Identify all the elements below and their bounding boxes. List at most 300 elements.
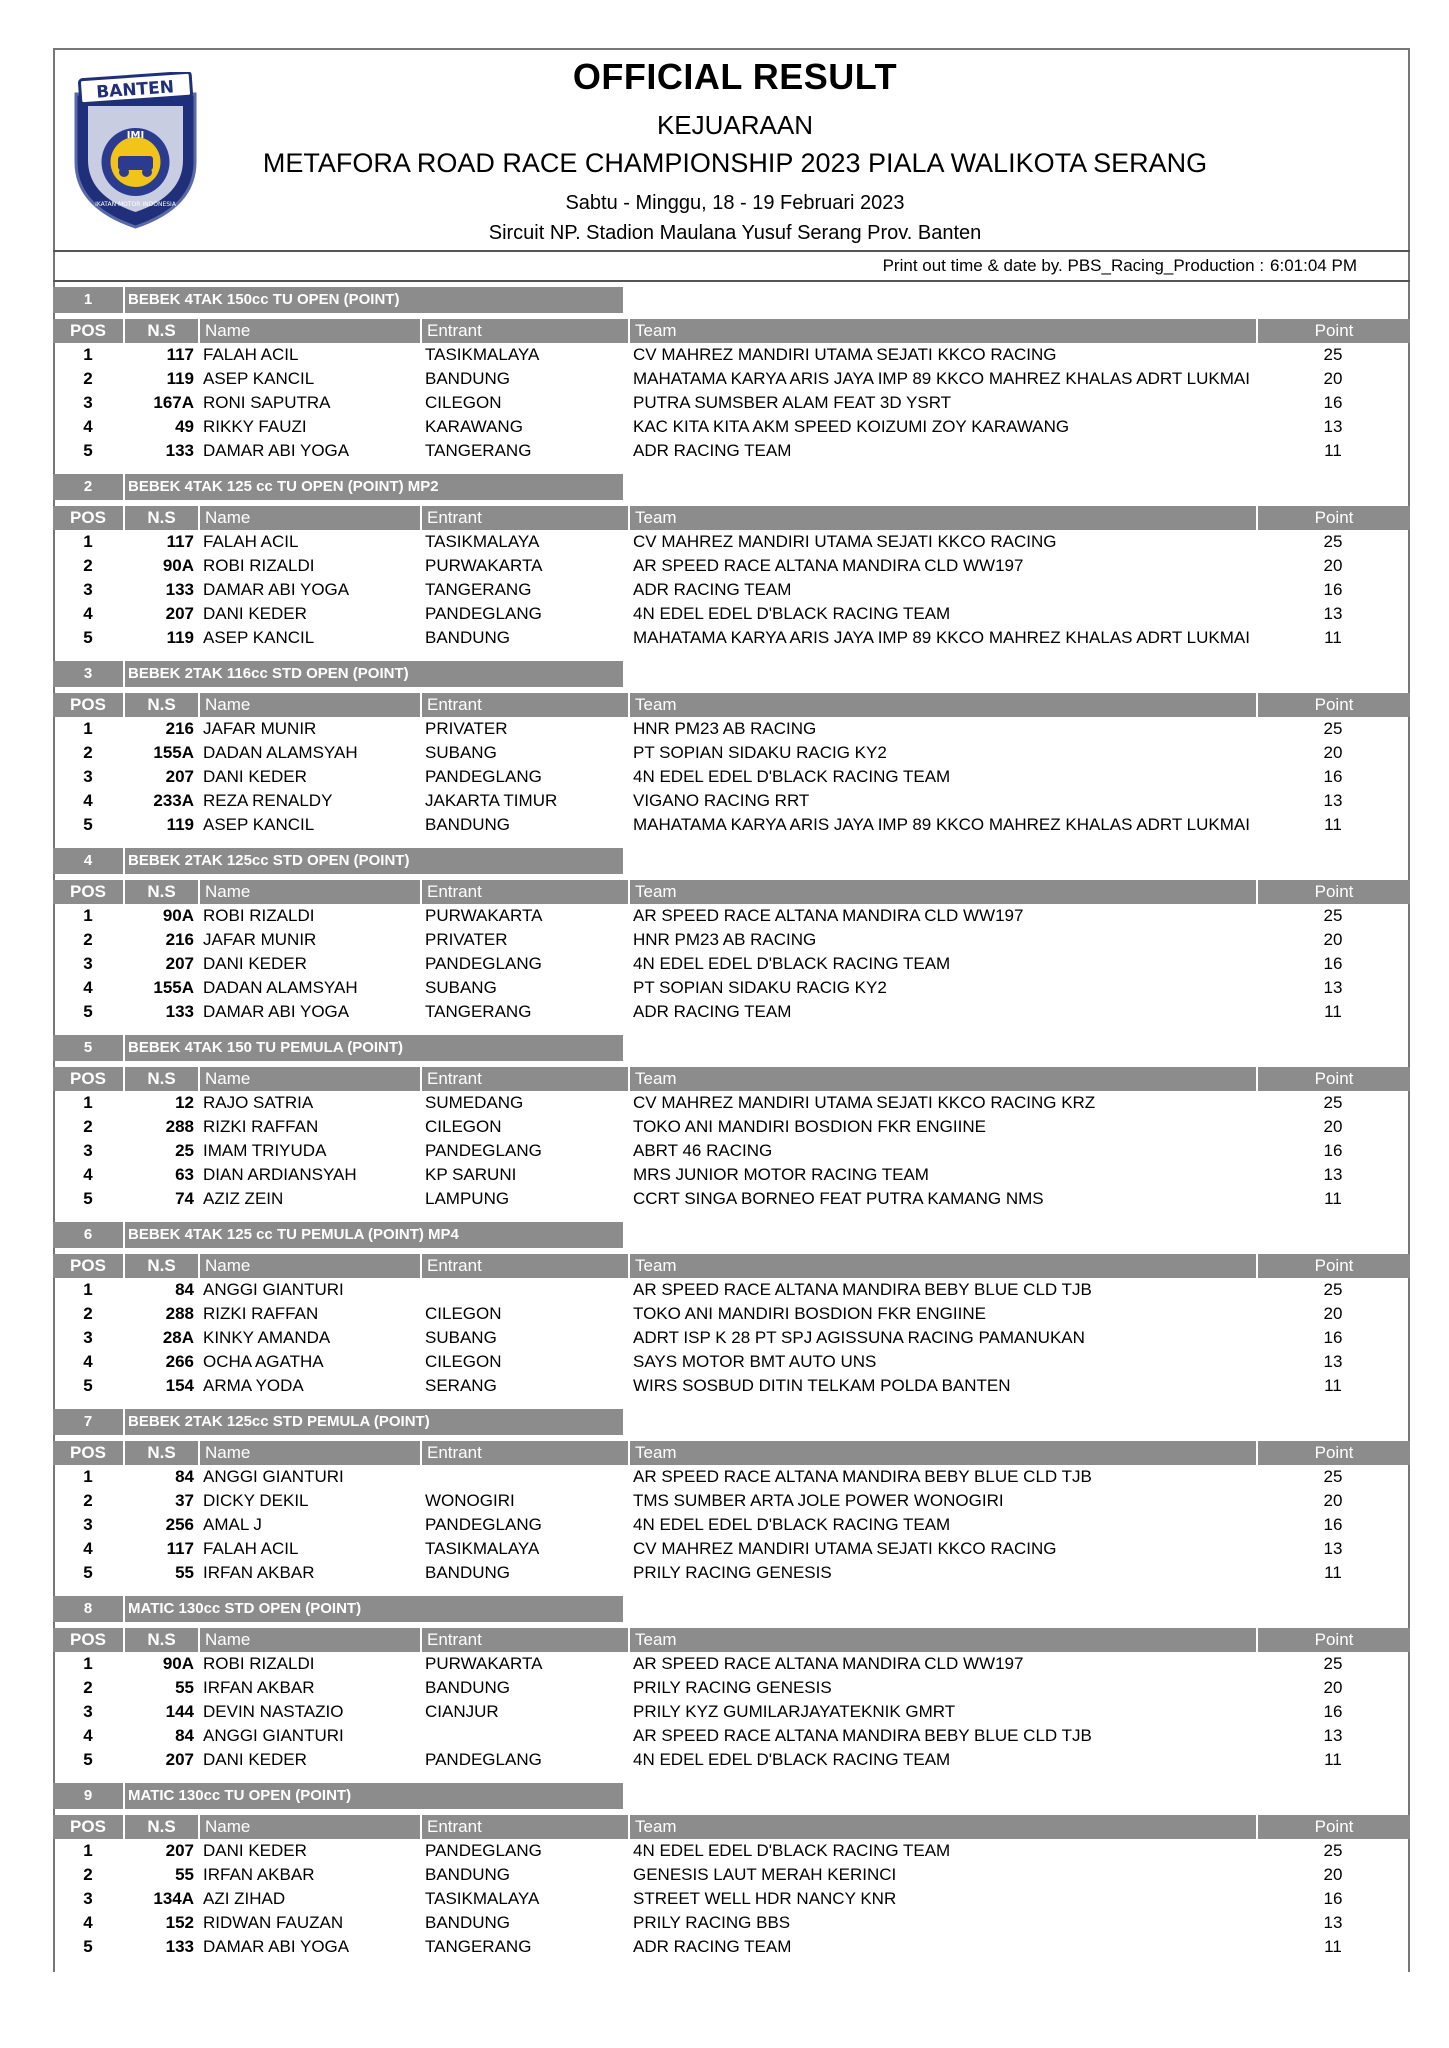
table-row	[53, 904, 1410, 928]
col-team: Team	[628, 693, 1256, 717]
table-row	[53, 813, 1410, 837]
pos-cell: 3	[83, 954, 93, 973]
pos-cell: 3	[83, 1702, 93, 1721]
pos-cell: 4	[83, 1165, 93, 1184]
entrant-cell: BANDUNG	[425, 1678, 511, 1697]
team-cell: MRS JUNIOR MOTOR RACING TEAM	[633, 1165, 929, 1184]
col-point: Point	[1256, 693, 1410, 717]
ns-cell: 49	[175, 417, 194, 436]
col-entrant: Entrant	[420, 1254, 628, 1278]
category-number: 8	[53, 1596, 125, 1622]
col-entrant: Entrant	[420, 1067, 628, 1091]
col-ns: N.S	[123, 1815, 198, 1839]
table-row	[53, 1139, 1410, 1163]
table-header	[53, 880, 1410, 904]
print-time: 6:01:04 PM	[1270, 256, 1357, 275]
col-pos: POS	[70, 1069, 106, 1088]
category-name: BEBEK 4TAK 150cc TU OPEN (POINT)	[125, 287, 623, 313]
team-cell: 4N EDEL EDEL D'BLACK RACING TEAM	[633, 1841, 951, 1860]
team-cell: CV MAHREZ MANDIRI UTAMA SEJATI KKCO RACING	[633, 532, 1057, 551]
entrant-cell: PURWAKARTA	[425, 556, 543, 575]
ns-cell: 63	[175, 1165, 194, 1184]
pos-cell: 4	[83, 1352, 93, 1371]
col-ns: N.S	[123, 506, 198, 530]
name-cell: RIDWAN FAUZAN	[203, 1913, 344, 1932]
pos-cell: 5	[83, 1563, 93, 1582]
table-row	[53, 554, 1410, 578]
point-cell: 16	[1323, 393, 1343, 412]
table-row	[53, 1374, 1410, 1398]
pos-cell: 2	[83, 1304, 93, 1323]
point-cell: 25	[1323, 1093, 1343, 1112]
category-section	[53, 1783, 1410, 1970]
table-row	[53, 578, 1410, 602]
point-cell: 11	[1324, 1376, 1342, 1395]
name-cell: AZI ZIHAD	[203, 1889, 286, 1908]
point-cell: 13	[1323, 791, 1343, 810]
pos-cell: 2	[83, 743, 93, 762]
category-name: MATIC 130cc STD OPEN (POINT)	[125, 1596, 623, 1622]
name-cell: FALAH ACIL	[203, 345, 299, 364]
pos-cell: 5	[83, 628, 93, 647]
name-cell: ARMA YODA	[203, 1376, 304, 1395]
name-cell: ASEP KANCIL	[203, 628, 315, 647]
entrant-cell: TASIKMALAYA	[425, 1539, 540, 1558]
category-name: MATIC 130cc TU OPEN (POINT)	[125, 1783, 623, 1809]
entrant-cell: BANDUNG	[425, 628, 511, 647]
ns-cell: 266	[165, 1352, 194, 1371]
team-cell: TOKO ANI MANDIRI BOSDION FKR ENGIINE	[633, 1117, 986, 1136]
category-number: 7	[53, 1409, 125, 1435]
point-cell: 11	[1324, 1937, 1342, 1956]
name-cell: ANGGI GIANTURI	[203, 1280, 344, 1299]
table-row	[53, 343, 1410, 367]
col-pos: POS	[70, 1443, 106, 1462]
table-row	[53, 1465, 1410, 1489]
name-cell: DANI KEDER	[203, 767, 307, 786]
point-cell: 16	[1323, 1702, 1343, 1721]
col-team: Team	[628, 1254, 1256, 1278]
team-cell: PT SOPIAN SIDAKU RACIG KY2	[633, 978, 887, 997]
ns-cell: 144	[165, 1702, 194, 1721]
table-row	[53, 1350, 1410, 1374]
point-cell: 25	[1323, 1280, 1343, 1299]
category-bar	[53, 1596, 1410, 1622]
point-cell: 16	[1323, 1889, 1343, 1908]
name-cell: DIAN ARDIANSYAH	[203, 1165, 357, 1184]
table-row	[53, 1887, 1410, 1911]
table-row	[53, 717, 1410, 741]
entrant-cell	[420, 1724, 628, 1748]
entrant-cell: WONOGIRI	[425, 1491, 515, 1510]
category-section	[53, 1035, 1410, 1222]
ns-cell: 256	[165, 1515, 194, 1534]
point-cell: 20	[1323, 930, 1343, 949]
category-bar	[53, 1409, 1410, 1435]
table-row	[53, 1935, 1410, 1959]
col-name: Name	[198, 1815, 420, 1839]
table-row	[53, 1748, 1410, 1772]
col-name: Name	[198, 1441, 420, 1465]
name-cell: IRFAN AKBAR	[203, 1865, 315, 1884]
col-ns: N.S	[123, 1067, 198, 1091]
pos-cell: 4	[83, 417, 93, 436]
entrant-cell: CILEGON	[425, 1352, 502, 1371]
col-ns: N.S	[123, 880, 198, 904]
entrant-cell: PURWAKARTA	[425, 1654, 543, 1673]
category-name: BEBEK 2TAK 125cc STD PEMULA (POINT)	[125, 1409, 623, 1435]
ns-cell: 134A	[153, 1889, 194, 1908]
team-cell: STREET WELL HDR NANCY KNR	[633, 1889, 897, 1908]
entrant-cell: PRIVATER	[425, 719, 508, 738]
point-cell: 13	[1323, 417, 1343, 436]
table-header	[53, 1067, 1410, 1091]
pos-cell: 3	[83, 1141, 93, 1160]
team-cell: CV MAHREZ MANDIRI UTAMA SEJATI KKCO RACING	[633, 1539, 1057, 1558]
col-name: Name	[198, 693, 420, 717]
entrant-cell: PANDEGLANG	[425, 1141, 542, 1160]
entrant-cell: SERANG	[425, 1376, 497, 1395]
pos-cell: 4	[83, 791, 93, 810]
ns-cell: 119	[166, 815, 194, 834]
category-name: BEBEK 4TAK 125 cc TU PEMULA (POINT) MP4	[125, 1222, 623, 1248]
ns-cell: 12	[175, 1093, 194, 1112]
entrant-cell: PANDEGLANG	[425, 1515, 542, 1534]
ns-cell: 37	[175, 1491, 194, 1510]
entrant-cell: CILEGON	[425, 393, 502, 412]
pos-cell: 2	[83, 1117, 93, 1136]
ns-cell: 25	[175, 1141, 194, 1160]
pos-cell: 3	[83, 393, 93, 412]
point-cell: 25	[1323, 532, 1343, 551]
ns-cell: 216	[165, 719, 194, 738]
pos-cell: 1	[83, 906, 93, 925]
point-cell: 11	[1324, 815, 1342, 834]
pos-cell: 1	[83, 532, 93, 551]
team-cell: TMS SUMBER ARTA JOLE POWER WONOGIRI	[633, 1491, 1004, 1510]
table-row	[53, 1724, 1410, 1748]
pos-cell: 3	[83, 767, 93, 786]
entrant-cell: PANDEGLANG	[425, 767, 542, 786]
name-cell: DANI KEDER	[203, 604, 307, 623]
col-team: Team	[628, 319, 1256, 343]
ns-cell: 133	[165, 580, 194, 599]
ns-cell: 84	[175, 1280, 194, 1299]
team-cell: 4N EDEL EDEL D'BLACK RACING TEAM	[633, 604, 951, 623]
ns-cell: 117	[166, 345, 194, 364]
team-cell: GENESIS LAUT MERAH KERINCI	[633, 1865, 897, 1884]
team-cell: KAC KITA KITA AKM SPEED KOIZUMI ZOY KARAWANG	[633, 417, 1070, 436]
entrant-cell: JAKARTA TIMUR	[425, 791, 558, 810]
ns-cell: 288	[165, 1117, 194, 1136]
ns-cell: 207	[165, 1750, 194, 1769]
category-section	[53, 1409, 1410, 1596]
name-cell: ASEP KANCIL	[203, 815, 315, 834]
table-row	[53, 1513, 1410, 1537]
entrant-cell: PRIVATER	[425, 930, 508, 949]
entrant-cell: BANDUNG	[425, 815, 511, 834]
category-number: 9	[53, 1783, 125, 1809]
logo-banten-text: BANTEN	[95, 77, 175, 103]
table-row	[53, 1302, 1410, 1326]
pos-cell: 1	[83, 719, 93, 738]
name-cell: REZA RENALDY	[203, 791, 333, 810]
team-cell: CCRT SINGA BORNEO FEAT PUTRA KAMANG NMS	[633, 1189, 1044, 1208]
name-cell: ROBI RIZALDI	[203, 1654, 315, 1673]
team-cell: MAHATAMA KARYA ARIS JAYA IMP 89 KKCO MAHREZ KHALAS ADRT LUKMAI	[633, 628, 1250, 647]
point-cell: 20	[1323, 1491, 1343, 1510]
name-cell: ROBI RIZALDI	[203, 906, 315, 925]
print-info	[877, 256, 1357, 276]
col-pos: POS	[70, 882, 106, 901]
team-cell: AR SPEED RACE ALTANA MANDIRA BEBY BLUE CLD TJB	[633, 1726, 1092, 1745]
point-cell: 11	[1324, 628, 1342, 647]
name-cell: FALAH ACIL	[203, 532, 299, 551]
table-row	[53, 391, 1410, 415]
category-section	[53, 287, 1410, 474]
header-divider	[53, 250, 1410, 252]
col-team: Team	[628, 1815, 1256, 1839]
name-cell: RONI SAPUTRA	[203, 393, 331, 412]
point-cell: 13	[1323, 1913, 1343, 1932]
print-divider	[53, 280, 1410, 282]
entrant-cell: BANDUNG	[425, 1913, 511, 1932]
col-pos: POS	[70, 1256, 106, 1275]
table-row	[53, 1700, 1410, 1724]
name-cell: IRFAN AKBAR	[203, 1563, 315, 1582]
table-row	[53, 439, 1410, 463]
entrant-cell: BANDUNG	[425, 369, 511, 388]
col-team: Team	[628, 1441, 1256, 1465]
col-name: Name	[198, 506, 420, 530]
ns-cell: 167A	[153, 393, 194, 412]
col-team: Team	[628, 506, 1256, 530]
table-header	[53, 1441, 1410, 1465]
team-cell: HNR PM23 AB RACING	[633, 719, 817, 738]
ns-cell: 90A	[162, 1654, 194, 1673]
point-cell: 25	[1323, 345, 1343, 364]
team-cell: WIRS SOSBUD DITIN TELKAM POLDA BANTEN	[633, 1376, 1011, 1395]
name-cell: DADAN ALAMSYAH	[203, 743, 358, 762]
point-cell: 13	[1323, 1352, 1343, 1371]
name-cell: ANGGI GIANTURI	[203, 1467, 344, 1486]
pos-cell: 2	[83, 1678, 93, 1697]
name-cell: ROBI RIZALDI	[203, 556, 315, 575]
point-cell: 25	[1323, 1467, 1343, 1486]
col-pos: POS	[70, 695, 106, 714]
point-cell: 20	[1323, 369, 1343, 388]
col-ns: N.S	[123, 1441, 198, 1465]
ns-cell: 90A	[162, 906, 194, 925]
page-subtitle: KEJUARAAN	[656, 110, 814, 140]
point-cell: 20	[1323, 1304, 1343, 1323]
category-number: 4	[53, 848, 125, 874]
pos-cell: 2	[83, 1491, 93, 1510]
entrant-cell: TANGERANG	[425, 441, 532, 460]
col-entrant: Entrant	[420, 1441, 628, 1465]
point-cell: 16	[1323, 1141, 1343, 1160]
point-cell: 11	[1324, 1002, 1342, 1021]
ns-cell: 55	[175, 1563, 194, 1582]
table-row	[53, 741, 1410, 765]
entrant-cell: KARAWANG	[425, 417, 523, 436]
team-cell: MAHATAMA KARYA ARIS JAYA IMP 89 KKCO MAHREZ KHALAS ADRT LUKMAI	[633, 369, 1250, 388]
col-name: Name	[198, 1254, 420, 1278]
name-cell: ASEP KANCIL	[203, 369, 315, 388]
table-row	[53, 1911, 1410, 1935]
point-cell: 16	[1323, 1328, 1343, 1347]
category-section	[53, 661, 1410, 848]
pos-cell: 2	[83, 930, 93, 949]
entrant-cell: PANDEGLANG	[425, 604, 542, 623]
name-cell: JAFAR MUNIR	[203, 719, 317, 738]
entrant-cell: PANDEGLANG	[425, 954, 542, 973]
print-label: Print out time & date by. PBS_Racing_Production :	[882, 256, 1265, 275]
pos-cell: 5	[83, 1750, 93, 1769]
name-cell: DANI KEDER	[203, 1841, 307, 1860]
team-cell: ADR RACING TEAM	[633, 441, 792, 460]
category-number: 2	[53, 474, 125, 500]
col-team: Team	[628, 880, 1256, 904]
entrant-cell: TANGERANG	[425, 1002, 532, 1021]
table-header	[53, 319, 1410, 343]
point-cell: 20	[1323, 1865, 1343, 1884]
category-bar	[53, 848, 1410, 874]
pos-cell: 5	[83, 1002, 93, 1021]
pos-cell: 1	[83, 345, 93, 364]
category-bar	[53, 1222, 1410, 1248]
event-date: Sabtu - Minggu, 18 - 19 Februari 2023	[565, 192, 905, 214]
ns-cell: 55	[175, 1865, 194, 1884]
category-bar	[53, 287, 1410, 313]
col-ns: N.S	[123, 1628, 198, 1652]
ns-cell: 117	[166, 532, 194, 551]
col-team: Team	[628, 1628, 1256, 1652]
team-cell: 4N EDEL EDEL D'BLACK RACING TEAM	[633, 767, 951, 786]
team-cell: AR SPEED RACE ALTANA MANDIRA CLD WW197	[633, 1654, 1024, 1673]
category-section	[53, 474, 1410, 661]
point-cell: 16	[1323, 954, 1343, 973]
name-cell: DAMAR ABI YOGA	[203, 1002, 350, 1021]
pos-cell: 1	[83, 1467, 93, 1486]
category-number: 6	[53, 1222, 125, 1248]
ns-cell: 152	[165, 1913, 194, 1932]
table-row	[53, 1561, 1410, 1585]
ns-cell: 207	[165, 767, 194, 786]
col-point: Point	[1256, 506, 1410, 530]
team-cell: 4N EDEL EDEL D'BLACK RACING TEAM	[633, 1750, 951, 1769]
name-cell: KINKY AMANDA	[203, 1328, 331, 1347]
team-cell: CV MAHREZ MANDIRI UTAMA SEJATI KKCO RACING KRZ	[633, 1093, 1096, 1112]
table-row	[53, 1489, 1410, 1513]
pos-cell: 4	[83, 1539, 93, 1558]
team-cell: PUTRA SUMSBER ALAM FEAT 3D YSRT	[633, 393, 952, 412]
team-cell: ADR RACING TEAM	[633, 1002, 792, 1021]
name-cell: DANI KEDER	[203, 954, 307, 973]
team-cell: TOKO ANI MANDIRI BOSDION FKR ENGIINE	[633, 1304, 986, 1323]
name-cell: AZIZ ZEIN	[203, 1189, 284, 1208]
logo-imi-text: IMI	[126, 130, 145, 141]
entrant-cell	[420, 1465, 628, 1489]
point-cell: 13	[1323, 1165, 1343, 1184]
point-cell: 11	[1324, 1189, 1342, 1208]
team-cell: HNR PM23 AB RACING	[633, 930, 817, 949]
name-cell: DANI KEDER	[203, 1750, 307, 1769]
entrant-cell: PANDEGLANG	[425, 1841, 542, 1860]
name-cell: IRFAN AKBAR	[203, 1678, 315, 1697]
col-point: Point	[1256, 1441, 1410, 1465]
col-name: Name	[198, 1628, 420, 1652]
ns-cell: 233A	[153, 791, 194, 810]
ns-cell: 117	[166, 1539, 194, 1558]
team-cell: MAHATAMA KARYA ARIS JAYA IMP 89 KKCO MAHREZ KHALAS ADRT LUKMAI	[633, 815, 1250, 834]
ns-cell: 288	[165, 1304, 194, 1323]
point-cell: 25	[1323, 1841, 1343, 1860]
name-cell: DICKY DEKIL	[203, 1491, 309, 1510]
col-pos: POS	[70, 1630, 106, 1649]
pos-cell: 1	[83, 1841, 93, 1860]
point-cell: 11	[1324, 1750, 1342, 1769]
category-number: 3	[53, 661, 125, 687]
name-cell: RAJO SATRIA	[203, 1093, 314, 1112]
table-row	[53, 602, 1410, 626]
team-cell: PT SOPIAN SIDAKU RACIG KY2	[633, 743, 887, 762]
category-name: BEBEK 2TAK 116cc STD OPEN (POINT)	[125, 661, 623, 687]
entrant-cell: CILEGON	[425, 1304, 502, 1323]
category-number: 1	[53, 287, 125, 313]
col-team: Team	[628, 1067, 1256, 1091]
team-cell: PRILY RACING BBS	[633, 1913, 791, 1932]
team-cell: ADR RACING TEAM	[633, 1937, 792, 1956]
category-bar	[53, 1783, 1410, 1809]
col-name: Name	[198, 319, 420, 343]
ns-cell: 84	[175, 1467, 194, 1486]
entrant-cell: TANGERANG	[425, 580, 532, 599]
team-cell: ADR RACING TEAM	[633, 580, 792, 599]
event-name: METAFORA ROAD RACE CHAMPIONSHIP 2023 PIALA WALIKOTA SERANG	[262, 148, 1208, 178]
pos-cell: 3	[83, 1889, 93, 1908]
col-point: Point	[1256, 319, 1410, 343]
entrant-cell: SUBANG	[425, 978, 497, 997]
name-cell: DADAN ALAMSYAH	[203, 978, 358, 997]
team-cell: 4N EDEL EDEL D'BLACK RACING TEAM	[633, 1515, 951, 1534]
team-cell: ADRT ISP K 28 PT SPJ AGISSUNA RACING PAMANUKAN	[633, 1328, 1085, 1347]
table-row	[53, 1537, 1410, 1561]
col-entrant: Entrant	[420, 1628, 628, 1652]
name-cell: DAMAR ABI YOGA	[203, 580, 350, 599]
table-row	[53, 765, 1410, 789]
team-cell: PRILY RACING GENESIS	[633, 1563, 832, 1582]
point-cell: 20	[1323, 1117, 1343, 1136]
team-cell: AR SPEED RACE ALTANA MANDIRA BEBY BLUE CLD TJB	[633, 1280, 1092, 1299]
table-row	[53, 1652, 1410, 1676]
col-entrant: Entrant	[420, 506, 628, 530]
col-entrant: Entrant	[420, 880, 628, 904]
col-point: Point	[1256, 1254, 1410, 1278]
category-section	[53, 1222, 1410, 1409]
ns-cell: 119	[166, 369, 194, 388]
ns-cell: 55	[175, 1678, 194, 1697]
team-cell: CV MAHREZ MANDIRI UTAMA SEJATI KKCO RACING	[633, 345, 1057, 364]
ns-cell: 207	[165, 954, 194, 973]
point-cell: 13	[1323, 1539, 1343, 1558]
table-header	[53, 693, 1410, 717]
point-cell: 16	[1323, 767, 1343, 786]
table-row	[53, 1863, 1410, 1887]
entrant-cell: SUBANG	[425, 743, 497, 762]
entrant-cell: PURWAKARTA	[425, 906, 543, 925]
table-row	[53, 1187, 1410, 1211]
